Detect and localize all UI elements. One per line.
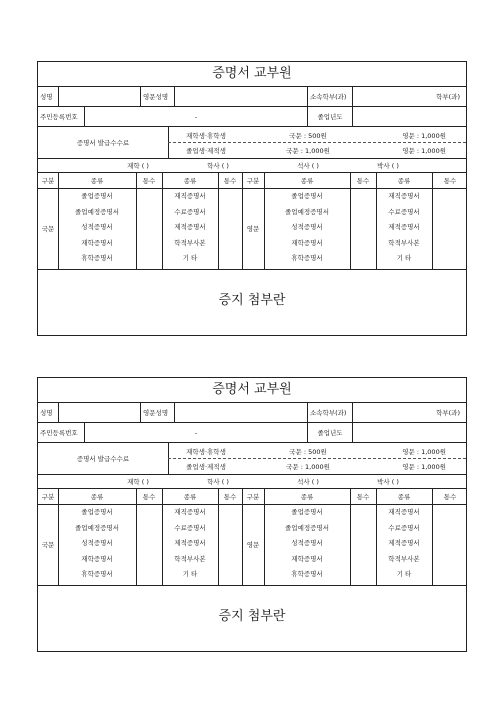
certificate-type-cell: 졸업증명서: [291, 192, 323, 201]
header-cell: 종류: [300, 177, 314, 185]
fee-who-2: 졸업생·제적생: [168, 459, 243, 474]
name-label: 성명: [40, 93, 53, 101]
certificate-type-cell: 재학증명서: [291, 238, 323, 247]
copies-input-cell[interactable]: [218, 219, 242, 235]
degree-master[interactable]: 석사 ( ): [297, 478, 319, 486]
certificate-type-cell: 학적부사본: [388, 554, 420, 563]
copies-input-cell[interactable]: [432, 204, 468, 220]
name-field[interactable]: [58, 403, 140, 422]
eng-name-field[interactable]: [174, 403, 307, 422]
degree-enrolled[interactable]: 재학 ( ): [127, 162, 149, 170]
name-row: [38, 403, 466, 423]
copies-input-cell[interactable]: [350, 204, 376, 220]
copies-input-cell[interactable]: [136, 235, 162, 251]
copies-input-cell[interactable]: [218, 551, 242, 567]
rrn-row: [38, 423, 466, 443]
korean-group-label: 국문: [41, 225, 55, 233]
copies-input-cell[interactable]: [432, 235, 468, 251]
grad-year-label: 졸업년도: [307, 107, 352, 126]
dept-suffix: 학부(과): [436, 409, 460, 417]
copies-input-cell[interactable]: [350, 250, 376, 266]
copies-input-cell[interactable]: [136, 535, 162, 551]
certificate-type-cell: 기 타: [396, 570, 412, 579]
copies-input-cell[interactable]: [432, 504, 468, 520]
rrn-field[interactable]: [84, 107, 307, 126]
copies-input-cell[interactable]: [432, 566, 468, 582]
certificate-type-cell: 재학증명서: [81, 554, 113, 563]
certificate-type-cell: 기 타: [182, 254, 198, 263]
copies-input-cell[interactable]: [350, 535, 376, 551]
degree-bachelor[interactable]: 학사 ( ): [207, 478, 229, 486]
certificate-type-cell: 재학증명서: [81, 238, 113, 247]
copies-input-cell[interactable]: [218, 504, 242, 520]
certificate-type-cell: 성적증명서: [81, 223, 113, 232]
header-cell: 통수: [443, 493, 457, 501]
stamp-attach-label: 증지 첨부란: [218, 608, 286, 624]
certificate-type-cell: 휴학증명서: [81, 254, 113, 263]
certificate-type-cell: 학적부사본: [174, 554, 206, 563]
copies-input-cell[interactable]: [432, 535, 468, 551]
certificate-type-cell: 성적증명서: [291, 223, 323, 232]
certificate-type-table: [38, 173, 466, 270]
header-cell: 통수: [223, 177, 237, 185]
certificate-type-cell: 수료증명서: [174, 207, 206, 216]
copies-input-cell[interactable]: [136, 551, 162, 567]
korean-group-label: 국문: [41, 541, 55, 549]
name-row: [38, 87, 466, 107]
rrn-row: [38, 107, 466, 127]
certificate-type-cell: 기 타: [396, 254, 412, 263]
certificate-type-cell: 재직증명서: [388, 508, 420, 517]
degree-bachelor[interactable]: 학사 ( ): [207, 162, 229, 170]
copies-input-cell[interactable]: [218, 250, 242, 266]
rrn-separator: -: [194, 428, 198, 437]
copies-input-cell[interactable]: [432, 250, 468, 266]
copies-input-cell[interactable]: [218, 204, 242, 220]
certificate-type-cell: 졸업예정증명서: [75, 207, 119, 216]
certificate-type-cell: 재직증명서: [174, 192, 206, 201]
copies-input-cell[interactable]: [136, 250, 162, 266]
copies-input-cell[interactable]: [432, 188, 468, 204]
copies-input-cell[interactable]: [432, 520, 468, 536]
header-cell: 종류: [90, 177, 104, 185]
copies-input-cell[interactable]: [218, 535, 242, 551]
fee-kor-2: 국문 : 1,000원: [286, 463, 330, 471]
header-cell: 통수: [443, 177, 457, 185]
grad-year-field[interactable]: [352, 423, 466, 442]
certificate-type-cell: 수료증명서: [388, 523, 420, 532]
name-field[interactable]: [58, 87, 140, 106]
copies-input-cell[interactable]: [350, 520, 376, 536]
fee-divider: [168, 458, 466, 459]
copies-input-cell[interactable]: [136, 188, 162, 204]
copies-input-cell[interactable]: [136, 504, 162, 520]
degree-master[interactable]: 석사 ( ): [297, 162, 319, 170]
header-cell: 종류: [300, 493, 314, 501]
stamp-attach-area: [38, 270, 466, 326]
certificate-type-cell: 휴학증명서: [291, 254, 323, 263]
header-cell: 통수: [223, 493, 237, 501]
fee-who-1: 재학생·휴학생: [168, 127, 243, 143]
copies-input-cell[interactable]: [350, 551, 376, 567]
copies-input-cell[interactable]: [218, 520, 242, 536]
copies-input-cell[interactable]: [136, 219, 162, 235]
certificate-type-cell: 재직증명서: [388, 192, 420, 201]
certificate-type-cell: 졸업예정증명서: [285, 523, 329, 532]
fee-who-2: 졸업생·제적생: [168, 143, 243, 158]
certificate-type-cell: 수료증명서: [174, 523, 206, 532]
header-cell: 종류: [183, 177, 197, 185]
copies-input-cell[interactable]: [136, 204, 162, 220]
stamp-attach-label: 증지 첨부란: [218, 292, 286, 308]
certificate-type-cell: 제적증명서: [174, 223, 206, 232]
certificate-type-cell: 재직증명서: [174, 508, 206, 517]
eng-name-field[interactable]: [174, 87, 307, 106]
fee-row: [38, 127, 466, 159]
rrn-label: 주민등록번호: [40, 113, 78, 121]
copies-input-cell[interactable]: [218, 188, 242, 204]
dept-field[interactable]: [352, 87, 466, 106]
certificate-type-cell: 졸업예정증명서: [75, 523, 119, 532]
fee-label: 증명서 발급수수료: [76, 139, 130, 147]
degree-doctor[interactable]: 박사 ( ): [377, 162, 399, 170]
form-title: 증명서 교부원: [38, 378, 466, 403]
certificate-type-cell: 수료증명서: [388, 207, 420, 216]
certificate-type-cell: 기 타: [182, 570, 198, 579]
rrn-label: 주민등록번호: [40, 429, 78, 437]
fee-kor-1: 국문 : 500원: [289, 447, 327, 456]
copies-input-cell[interactable]: [136, 520, 162, 536]
certificate-type-cell: 재학증명서: [291, 554, 323, 563]
form-title: 증명서 교부원: [38, 62, 466, 87]
degree-doctor[interactable]: 박사 ( ): [377, 478, 399, 486]
certificate-type-cell: 제적증명서: [388, 539, 420, 548]
header-cell: 통수: [142, 493, 156, 501]
certificate-request-form-2: [37, 377, 467, 652]
eng-name-label: 영문성명: [140, 403, 174, 422]
name-label: 성명: [40, 409, 53, 417]
dept-label: 소속학부(과): [307, 87, 352, 106]
certificate-type-cell: 제적증명서: [388, 223, 420, 232]
fee-eng-2: 영문 : 1,000원: [402, 147, 446, 155]
fee-who-1: 재학생·휴학생: [168, 443, 243, 459]
certificate-type-cell: 제적증명서: [174, 539, 206, 548]
certificate-request-form-1: [37, 61, 467, 336]
fee-eng-1: 영문 : 1,000원: [402, 131, 446, 140]
header-cell: 통수: [142, 177, 156, 185]
copies-input-cell[interactable]: [218, 566, 242, 582]
dept-field[interactable]: [352, 403, 466, 422]
certificate-type-cell: 졸업예정증명서: [285, 207, 329, 216]
degree-row: [38, 159, 466, 173]
dept-label: 소속학부(과): [307, 403, 352, 422]
header-cell: 종류: [397, 493, 411, 501]
degree-enrolled[interactable]: 재학 ( ): [127, 478, 149, 486]
certificate-type-cell: 졸업증명서: [291, 508, 323, 517]
table-header: [38, 489, 466, 505]
copies-input-cell[interactable]: [350, 188, 376, 204]
copies-input-cell[interactable]: [350, 566, 376, 582]
header-cell: 종류: [90, 493, 104, 501]
degree-row: [38, 475, 466, 489]
grad-year-label: 졸업년도: [307, 423, 352, 442]
certificate-type-cell: 성적증명서: [291, 539, 323, 548]
grad-year-field[interactable]: [352, 107, 466, 126]
copies-input-cell[interactable]: [136, 566, 162, 582]
certificate-type-cell: 학적부사본: [388, 238, 420, 247]
header-cell: 구분: [41, 177, 55, 185]
stamp-attach-area: [38, 586, 466, 642]
fee-divider: [168, 142, 466, 143]
header-cell: 통수: [356, 177, 370, 185]
certificate-type-table: [38, 489, 466, 586]
english-group-label: 영문: [246, 541, 260, 549]
copies-input-cell[interactable]: [350, 219, 376, 235]
copies-input-cell[interactable]: [350, 504, 376, 520]
fee-kor-2: 국문 : 1,000원: [286, 147, 330, 155]
header-cell: 구분: [41, 493, 55, 501]
eng-name-label: 영문성명: [140, 87, 174, 106]
fee-label: 증명서 발급수수료: [76, 455, 130, 463]
certificate-type-cell: 휴학증명서: [81, 570, 113, 579]
english-group-label: 영문: [246, 225, 260, 233]
header-cell: 구분: [246, 177, 260, 185]
certificate-type-cell: 졸업증명서: [81, 192, 113, 201]
certificate-type-cell: 학적부사본: [174, 238, 206, 247]
copies-input-cell[interactable]: [218, 235, 242, 251]
certificate-type-cell: 휴학증명서: [291, 570, 323, 579]
copies-input-cell[interactable]: [432, 219, 468, 235]
dept-suffix: 학부(과): [436, 93, 460, 101]
rrn-field[interactable]: [84, 423, 307, 442]
certificate-type-cell: 성적증명서: [81, 539, 113, 548]
header-cell: 종류: [183, 493, 197, 501]
table-header: [38, 173, 466, 189]
fee-row: [38, 443, 466, 475]
fee-eng-2: 영문 : 1,000원: [402, 463, 446, 471]
header-cell: 종류: [397, 177, 411, 185]
copies-input-cell[interactable]: [350, 235, 376, 251]
fee-kor-1: 국문 : 500원: [289, 131, 327, 140]
rrn-separator: -: [194, 112, 198, 121]
header-cell: 구분: [246, 493, 260, 501]
fee-eng-1: 영문 : 1,000원: [402, 447, 446, 456]
header-cell: 통수: [356, 493, 370, 501]
copies-input-cell[interactable]: [432, 551, 468, 567]
certificate-type-cell: 졸업증명서: [81, 508, 113, 517]
